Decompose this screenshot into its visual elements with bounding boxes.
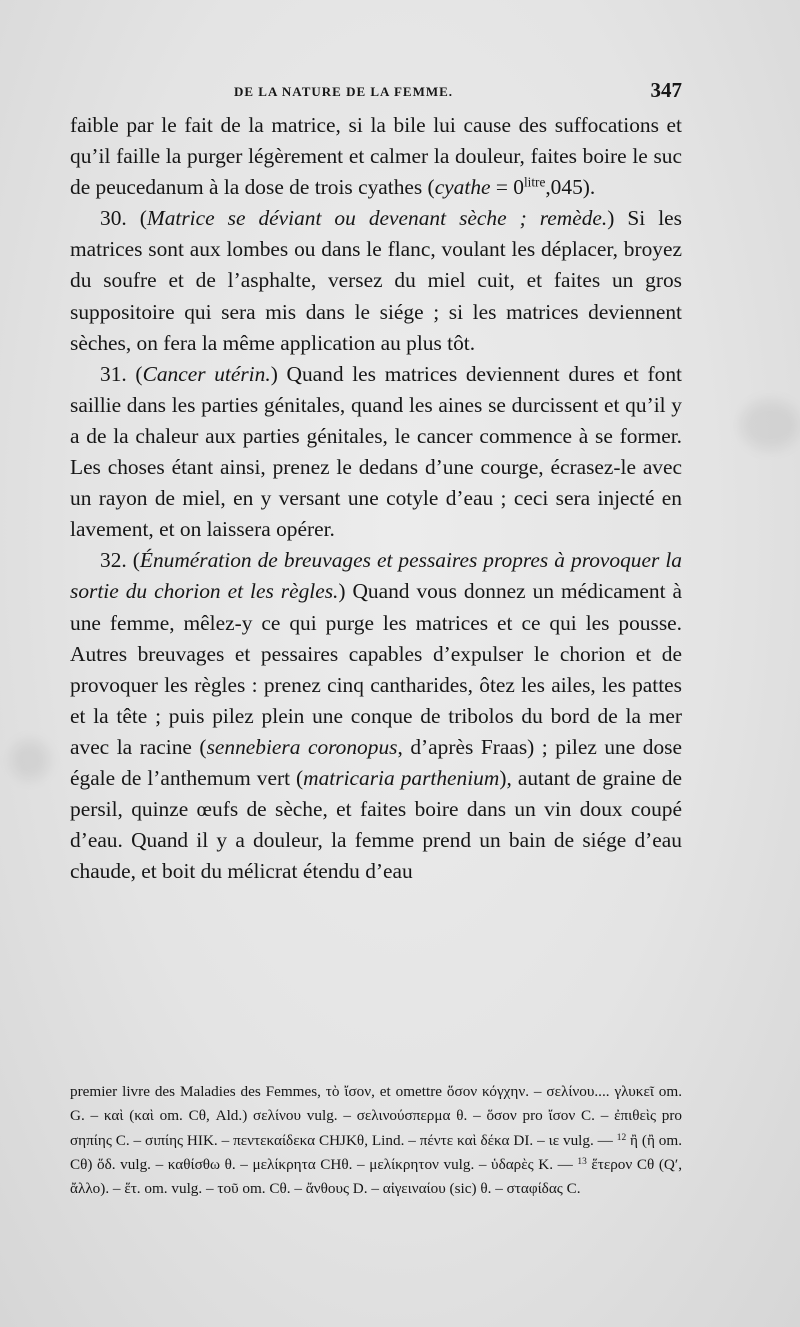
paragraph-continuation bbox=[70, 110, 682, 203]
italic-term: cyathe bbox=[434, 175, 491, 200]
paragraph-text: ), autant de graine de persil, quinze œufs de sèche, et faites boire dans un vin doux coupé d’eau. Quand il y a douleur, la femme prend un bain de siége d’eau chaude, et boit du mélicrat étendu d’eau bbox=[70, 765, 682, 884]
footnote-segment: ἢ (ἢ om. Cθ) ὅδ. vulg. – καθίσθω θ. – μελίκρητα CHθ. – μελίκρητον vulg. – ὑδαρὲς K. — bbox=[70, 1131, 682, 1173]
footnote-text bbox=[70, 1080, 682, 1201]
paragraph-text: ) Quand vous donnez un médicament à une femme, mêlez-y ce qui purge les matrices et ce qui les pousse. Autres breuvages et pessaires capables d’expulser le chorion et de provoquer les règles : prenez cinq cantharides, ôtez les ailes, les pattes et la tête ; puis pilez plein une conque de tribolos du bord de la mer avec la racine ( bbox=[70, 579, 682, 759]
section-heading: Cancer utérin. bbox=[142, 361, 271, 386]
section-number: 31. ( bbox=[100, 361, 143, 386]
paper-stain bbox=[10, 740, 50, 780]
paragraph-31 bbox=[70, 359, 682, 546]
footnotes bbox=[70, 1080, 682, 1201]
paragraph-text: ) Quand les matrices deviennent dures et font saillie dans les parties génitales, quand les aines se durcissent et qu’il y a de la chaleur aux parties génitales, le cancer commence à se former. Les choses étant ainsi, prenez le dedans d’une courge, écrasez-le avec un rayon de miel, en y versant une cotyle d’eau ; ceci sera injecté en lavement, et on laissera opérer. bbox=[70, 361, 683, 542]
paragraph-32 bbox=[70, 545, 682, 887]
unit-superscript: litre bbox=[523, 174, 546, 190]
main-text bbox=[70, 110, 682, 887]
footnote-segment: premier livre des Maladies des Femmes, τὸ ἴσον, et omettre ὅσον κόγχην. – σελίνου.... γλυκεῖ om. G. – καὶ (καὶ om. Cθ, Ald.) σελίνου vulg. – σελινούσπερμα θ. – ὅσον pro ἴσον C. – ἐπιθεὶς pro σηπίης C. – σιπίης HIK. – πεντεκαίδεκα CHJKθ, Lind. – πέντε καὶ δέκα DI. – ιε vulg. — bbox=[70, 1083, 682, 1149]
section-number: 32. ( bbox=[100, 548, 140, 573]
section-heading: Matrice se déviant ou devenant sèche ; remède. bbox=[146, 206, 608, 231]
paper-stain bbox=[740, 400, 800, 450]
paragraph-30 bbox=[70, 203, 682, 358]
italic-term: matricaria parthenium bbox=[303, 765, 500, 790]
italic-term: sennebiera coronopus bbox=[206, 734, 398, 759]
section-heading: Énumération de breuvages et pessaires propres à provoquer la sortie du chorion et les règles. bbox=[70, 548, 682, 604]
section-number: 30. ( bbox=[100, 206, 147, 231]
paragraph-text: = 0 bbox=[490, 175, 524, 200]
page-number: 347 bbox=[650, 78, 682, 102]
footnote-marker: 12 bbox=[616, 1132, 627, 1143]
paragraph-text: faible par le fait de la matrice, si la bile lui cause des suffocations et qu’il faille la purger légèrement et calmer la douleur, faites boire le suc de peucedanum à la dose de trois cyathes ( bbox=[70, 113, 682, 200]
footnote-marker: 13 bbox=[577, 1156, 587, 1167]
running-title: DE LA NATURE DE LA FEMME. bbox=[234, 84, 454, 99]
paragraph-text: , d’après Fraas) ; pilez une dose égale de l’anthemum vert ( bbox=[70, 734, 682, 790]
footnote-segment: ἕτερον Cθ (Q′, ἄλλο). – ἕτ. om. vulg. – τοῦ om. Cθ. – ἄνθους D. – αἰγειναίου (sic) θ. – σταφίδας C. bbox=[70, 1155, 682, 1198]
paragraph-text: ) Si les matrices sont aux lombes ou dans le flanc, voulant les déplacer, broyez du soufre et de l’asphalte, versez du miel cuit, et faites un gros suppositoire qui sera mis dans le siége ; si les matrices deviennent sèches, on fera la même application au plus tôt. bbox=[70, 206, 682, 355]
paragraph-text: ,045). bbox=[545, 175, 596, 200]
page-header bbox=[70, 78, 682, 108]
